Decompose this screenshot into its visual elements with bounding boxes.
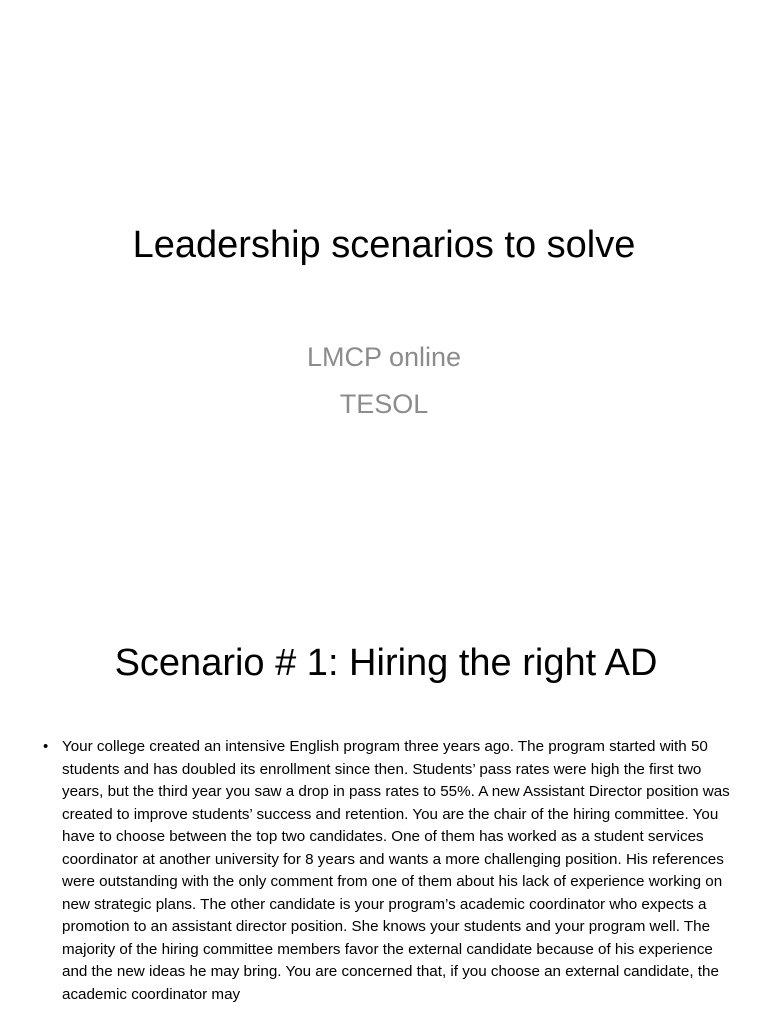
- scenario-slide: [0, 590, 768, 1024]
- scenario-bullet: [40, 736, 730, 1006]
- bullet-marker: •: [43, 738, 49, 755]
- scenario-description: Your college created an intensive English program three years ago. The program started with 50 students and has doubled its enrollment since then. Students’ pass rates were high the first two years, but the third year you saw a drop in pass rates to 55%. A new Assistant Director position was created to improve students’ success and retention. You are the chair of the hiring committee. You have to choose between the top two candidates. One of them has worked as a student services coordinator at another university for 8 years and wants a more challenging position. His references were outstanding with the only comment from one of them about his lack of experience working on new strategic plans. The other candidate is your program’s academic coordinator who expects a promotion to an assistant director position. She knows your students and your program well. The majority of the hiring committee members favor the external candidate because of his experience and the new ideas he may bring. You are concerned that, if you choose an external candidate, the academic coordinator may: [62, 738, 730, 1003]
- presentation-subtitle: [0, 334, 768, 428]
- subtitle-line-program: LMCP online: [306, 342, 462, 372]
- scenario-bullet-list: [40, 736, 730, 1006]
- subtitle-line-organization: TESOL: [339, 389, 429, 419]
- scenario-title: Scenario # 1: Hiring the right AD: [114, 642, 658, 684]
- presentation-title: Leadership scenarios to solve: [132, 224, 636, 266]
